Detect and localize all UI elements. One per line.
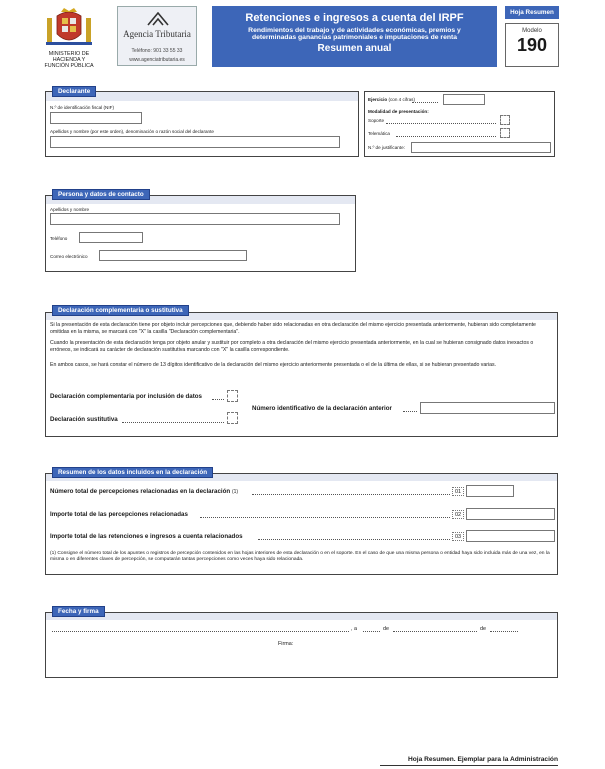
sustitutiva-checkbox-label: Declaración sustitutiva — [50, 416, 118, 423]
form-title: Retenciones e ingresos a cuenta del IRPF — [245, 12, 464, 24]
form-summary-label: Resumen anual — [317, 43, 392, 54]
firma-title: Fecha y firma — [52, 606, 105, 617]
modalidad-label: Modalidad de presentación: — [368, 109, 429, 114]
email-label: Correo electrónico — [50, 254, 88, 259]
resumen-row3-code: 03 — [452, 532, 464, 541]
soporte-dots — [386, 123, 496, 124]
numero-anterior-field[interactable] — [420, 402, 555, 414]
resumen-row3-dots — [258, 539, 450, 540]
firma-year-line[interactable] — [490, 631, 518, 632]
ejercicio-label-text: Ejercicio — [368, 97, 388, 102]
soporte-checkbox[interactable] — [500, 115, 510, 125]
coat-of-arms-logo — [44, 8, 94, 50]
phone-label: Teléfono — [50, 236, 68, 241]
contacto-name-label: Apellidos y nombre — [50, 207, 90, 212]
declarante-name-field[interactable] — [50, 136, 340, 148]
resumen-row1-label — [50, 488, 238, 495]
model-number: 190 — [516, 35, 548, 55]
complementaria-checkbox[interactable] — [227, 390, 238, 402]
resumen-title: Resumen de los datos incluidos en la declaración — [52, 467, 213, 478]
resumen-row1-text: Número total de percepciones relacionadas en la declaración — [50, 488, 231, 495]
firma-de-label-2: de — [480, 626, 486, 632]
justificante-label: N.º de justificante: — [368, 145, 405, 150]
resumen-row2-dots — [200, 517, 450, 518]
resumen-footnote: (1) Consigne el número total de los apuntes o registros de percepción contenidos en las hojas interiores de esta declaración o en el soporte. En el caso de que una misma persona o entidad haya sido incluida más de una vez, en la misma o en diferentes claves de percepción, se computarán tantas percepciones como veces haya sido relacionada. — [50, 551, 550, 562]
complementaria-paragraph-1: Si la presentación de esta declaración tiene por objeto incluir percepciones que, debiendo haber sido relacionadas en otra declaración del mismo ejercicio presentada anteriormente, hubieran sido completamente omitidas en la misma, se marcará con "X" la casilla "Declaración complementaria". — [50, 322, 536, 335]
nif-label: N.º de identificación fiscal (NIF) — [50, 105, 114, 110]
ejercicio-field[interactable] — [443, 94, 485, 105]
complementaria-paragraph-2: Cuando la presentación de esta declaración tenga por objeto anular y sustituir por completo a otra declaración del mismo ejercicio presentada anteriormente, en la cual se hubieran consignado datos inexactos o erróneos, se indicará su carácter de declaración sustitutiva marcando con "X" la casilla correspondiente. — [50, 340, 534, 353]
footer-copy-label: Hoja Resumen. Ejemplar para la Administración — [408, 756, 558, 763]
model-box — [505, 23, 559, 67]
justificante-field[interactable] — [411, 142, 551, 153]
telematica-dots — [396, 136, 496, 137]
ministry-name: MINISTERIO DE HACIENDA Y FUNCIÓN PÚBLICA — [44, 51, 94, 69]
title-banner — [212, 6, 497, 67]
resumen-row2-label: Importe total de las percepciones relacionadas — [50, 511, 188, 518]
form-subtitle-2: determinadas ganancias patrimoniales e imputaciones de renta — [251, 34, 458, 41]
resumen-row1-note: (1) — [231, 489, 239, 495]
contacto-name-field[interactable] — [50, 213, 340, 225]
numero-anterior-dots — [403, 411, 417, 412]
firma-shade — [46, 613, 557, 620]
resumen-row3-label: Importe total de las retenciones e ingresos a cuenta relacionados — [50, 533, 243, 540]
firma-place-line[interactable] — [52, 631, 349, 632]
footer-rule — [380, 765, 558, 766]
complementaria-dots — [212, 399, 224, 400]
numero-anterior-label: Número identificativo de la declaración anterior — [252, 405, 392, 412]
ejercicio-dots — [412, 102, 438, 103]
model-label: Modelo — [522, 28, 542, 34]
firma-month-line[interactable] — [393, 631, 477, 632]
firma-day-line[interactable] — [363, 631, 380, 632]
declarante-title: Declarante — [52, 86, 96, 97]
phone-field[interactable] — [79, 232, 143, 243]
contacto-title: Persona y datos de contacto — [52, 189, 150, 200]
resumen-row1-dots — [252, 494, 450, 495]
telematica-checkbox[interactable] — [500, 128, 510, 138]
sheet-label: Hoja Resumen — [505, 6, 559, 19]
declarante-name-label: Apellidos y nombre (por este orden), denominación o razón social del declarante — [50, 129, 214, 134]
agency-logo-icon — [147, 12, 169, 26]
firma-de-label-1: de — [383, 626, 389, 632]
nif-field[interactable] — [50, 112, 142, 124]
ejercicio-label — [368, 97, 415, 103]
resumen-row2-code: 02 — [452, 510, 464, 519]
email-field[interactable] — [99, 250, 247, 261]
firma-section — [45, 612, 558, 678]
resumen-row3-field[interactable] — [466, 530, 555, 542]
soporte-label: Soporte — [368, 118, 385, 123]
agency-logo-box — [117, 6, 197, 66]
agency-name: Agencia Tributaria — [123, 29, 191, 39]
firma-a-label: , a — [351, 626, 357, 632]
resumen-row1-field[interactable] — [466, 485, 514, 497]
complementaria-paragraph-3: En ambos casos, se hará constar el número de 13 dígitos identificativo de la declaración del mismo ejercicio anteriormente presentada o el de la última de ellas, si se hubieran presentado varias. — [50, 362, 497, 368]
agency-web: www.agenciatributaria.es — [129, 57, 185, 63]
form-subtitle-1: Rendimientos del trabajo y de actividades económicas, premios y — [248, 27, 461, 34]
complementaria-checkbox-label: Declaración complementaria por inclusión de datos — [50, 393, 202, 400]
sustitutiva-checkbox[interactable] — [227, 412, 238, 424]
ejercicio-hint: (con 4 cifras) — [388, 97, 415, 102]
resumen-row1-code: 01 — [452, 487, 464, 496]
telematica-label: Telemática — [368, 131, 390, 136]
sustitutiva-dots — [122, 422, 224, 423]
complementaria-title: Declaración complementaria o sustitutiva — [52, 305, 189, 316]
resumen-row2-field[interactable] — [466, 508, 555, 520]
firma-label: Firma: — [278, 641, 294, 647]
agency-phone: Teléfono: 901 33 55 33 — [131, 48, 183, 54]
